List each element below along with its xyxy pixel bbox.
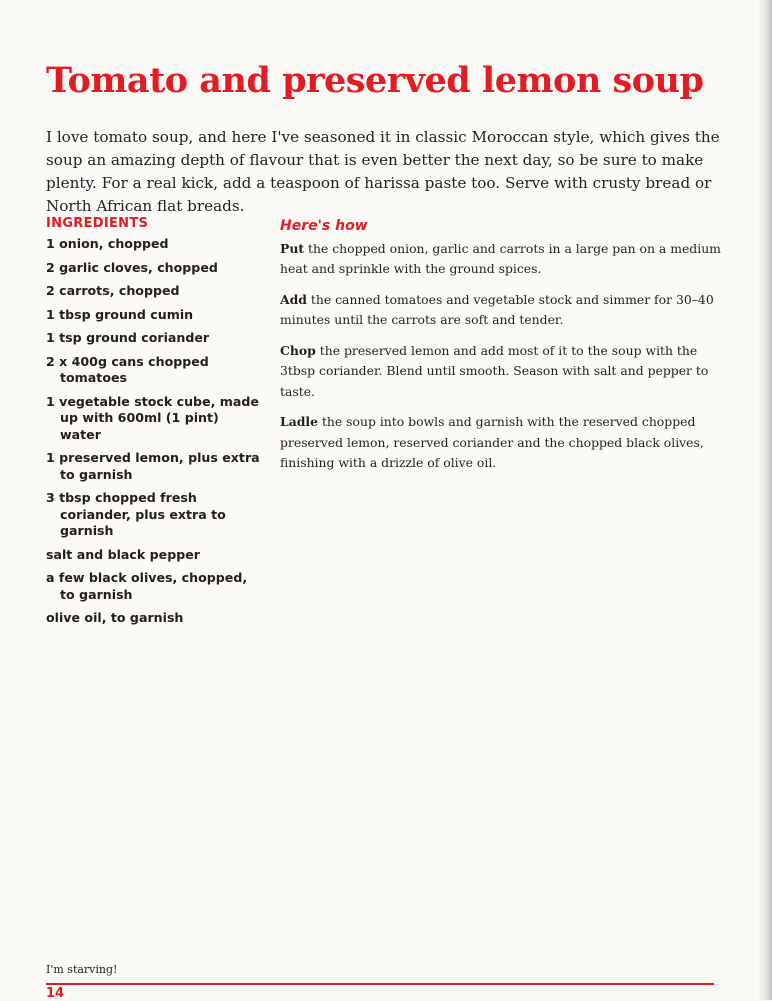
step-verb: Put [280, 240, 305, 256]
page-number: 14 [46, 986, 65, 1001]
ingredients-heading: INGREDIENTS [46, 216, 149, 231]
step-verb: Ladle [280, 414, 318, 429]
step-text: the chopped onion, garlic and carrots in a large pan on a medium heat and sprinkle with the ground spices. [280, 240, 721, 276]
step-text: the soup into bowls and garnish with the reserved chopped preserved lemon, reserved coriander and the chopped black olives, finishing with a drizzle of olive oil. [280, 414, 704, 470]
method-step [280, 239, 725, 280]
ingredients-list [46, 236, 261, 627]
recipe-title: Tomato and preserved lemon soup [46, 60, 704, 101]
method-section [280, 216, 725, 484]
ingredient-item: 1 tbsp ground cumin [46, 306, 194, 322]
footer-book-title: I'm starving! [46, 963, 118, 976]
ingredient-item: 2 carrots, chopped [46, 283, 180, 298]
ingredient-item: a few black olives, chopped, to garnish [46, 570, 248, 602]
ingredient-item: 1 vegetable stock cube, made up with 600ml (1 pint) water [46, 393, 259, 442]
ingredient-item: 3 tbsp chopped fresh coriander, plus extra to garnish [46, 490, 226, 538]
method-step [280, 412, 725, 474]
page-edge-shadow [758, 0, 772, 1000]
method-step [280, 290, 725, 331]
ingredient-item: 1 preserved lemon, plus extra to garnish [46, 450, 260, 482]
ingredient-item: 1 tsp ground coriander [46, 330, 210, 345]
step-text: the canned tomatoes and vegetable stock and simmer for 30–40 minutes until the carrots are soft and tender. [280, 291, 714, 327]
ingredient-item: 1 onion, chopped [46, 236, 169, 251]
ingredient-item: 2 garlic cloves, chopped [46, 259, 218, 275]
ingredient-item: 2 x 400g cans chopped tomatoes [46, 353, 209, 385]
ingredient-item: salt and black pepper [46, 546, 200, 562]
step-text: the preserved lemon and add most of it to the soup with the 3tbsp coriander. Blend until smooth. Season with salt and pepper to taste. [280, 342, 709, 399]
step-verb: Add [280, 291, 307, 307]
recipe-intro: I love tomato soup, and here I've seasoned it in classic Moroccan style, which gives the soup an amazing depth of flavour that is even better the next day, so be sure to make plenty. For a real kick, add a teaspoon of harissa paste too. Serve with crusty bread or North African flat breads. [46, 128, 720, 215]
ingredients-section [46, 216, 261, 634]
ingredient-item: olive oil, to garnish [46, 610, 184, 625]
method-step [280, 341, 725, 403]
footer-divider [46, 983, 714, 985]
method-heading: Here's how [280, 218, 368, 234]
step-verb: Chop [280, 342, 316, 358]
